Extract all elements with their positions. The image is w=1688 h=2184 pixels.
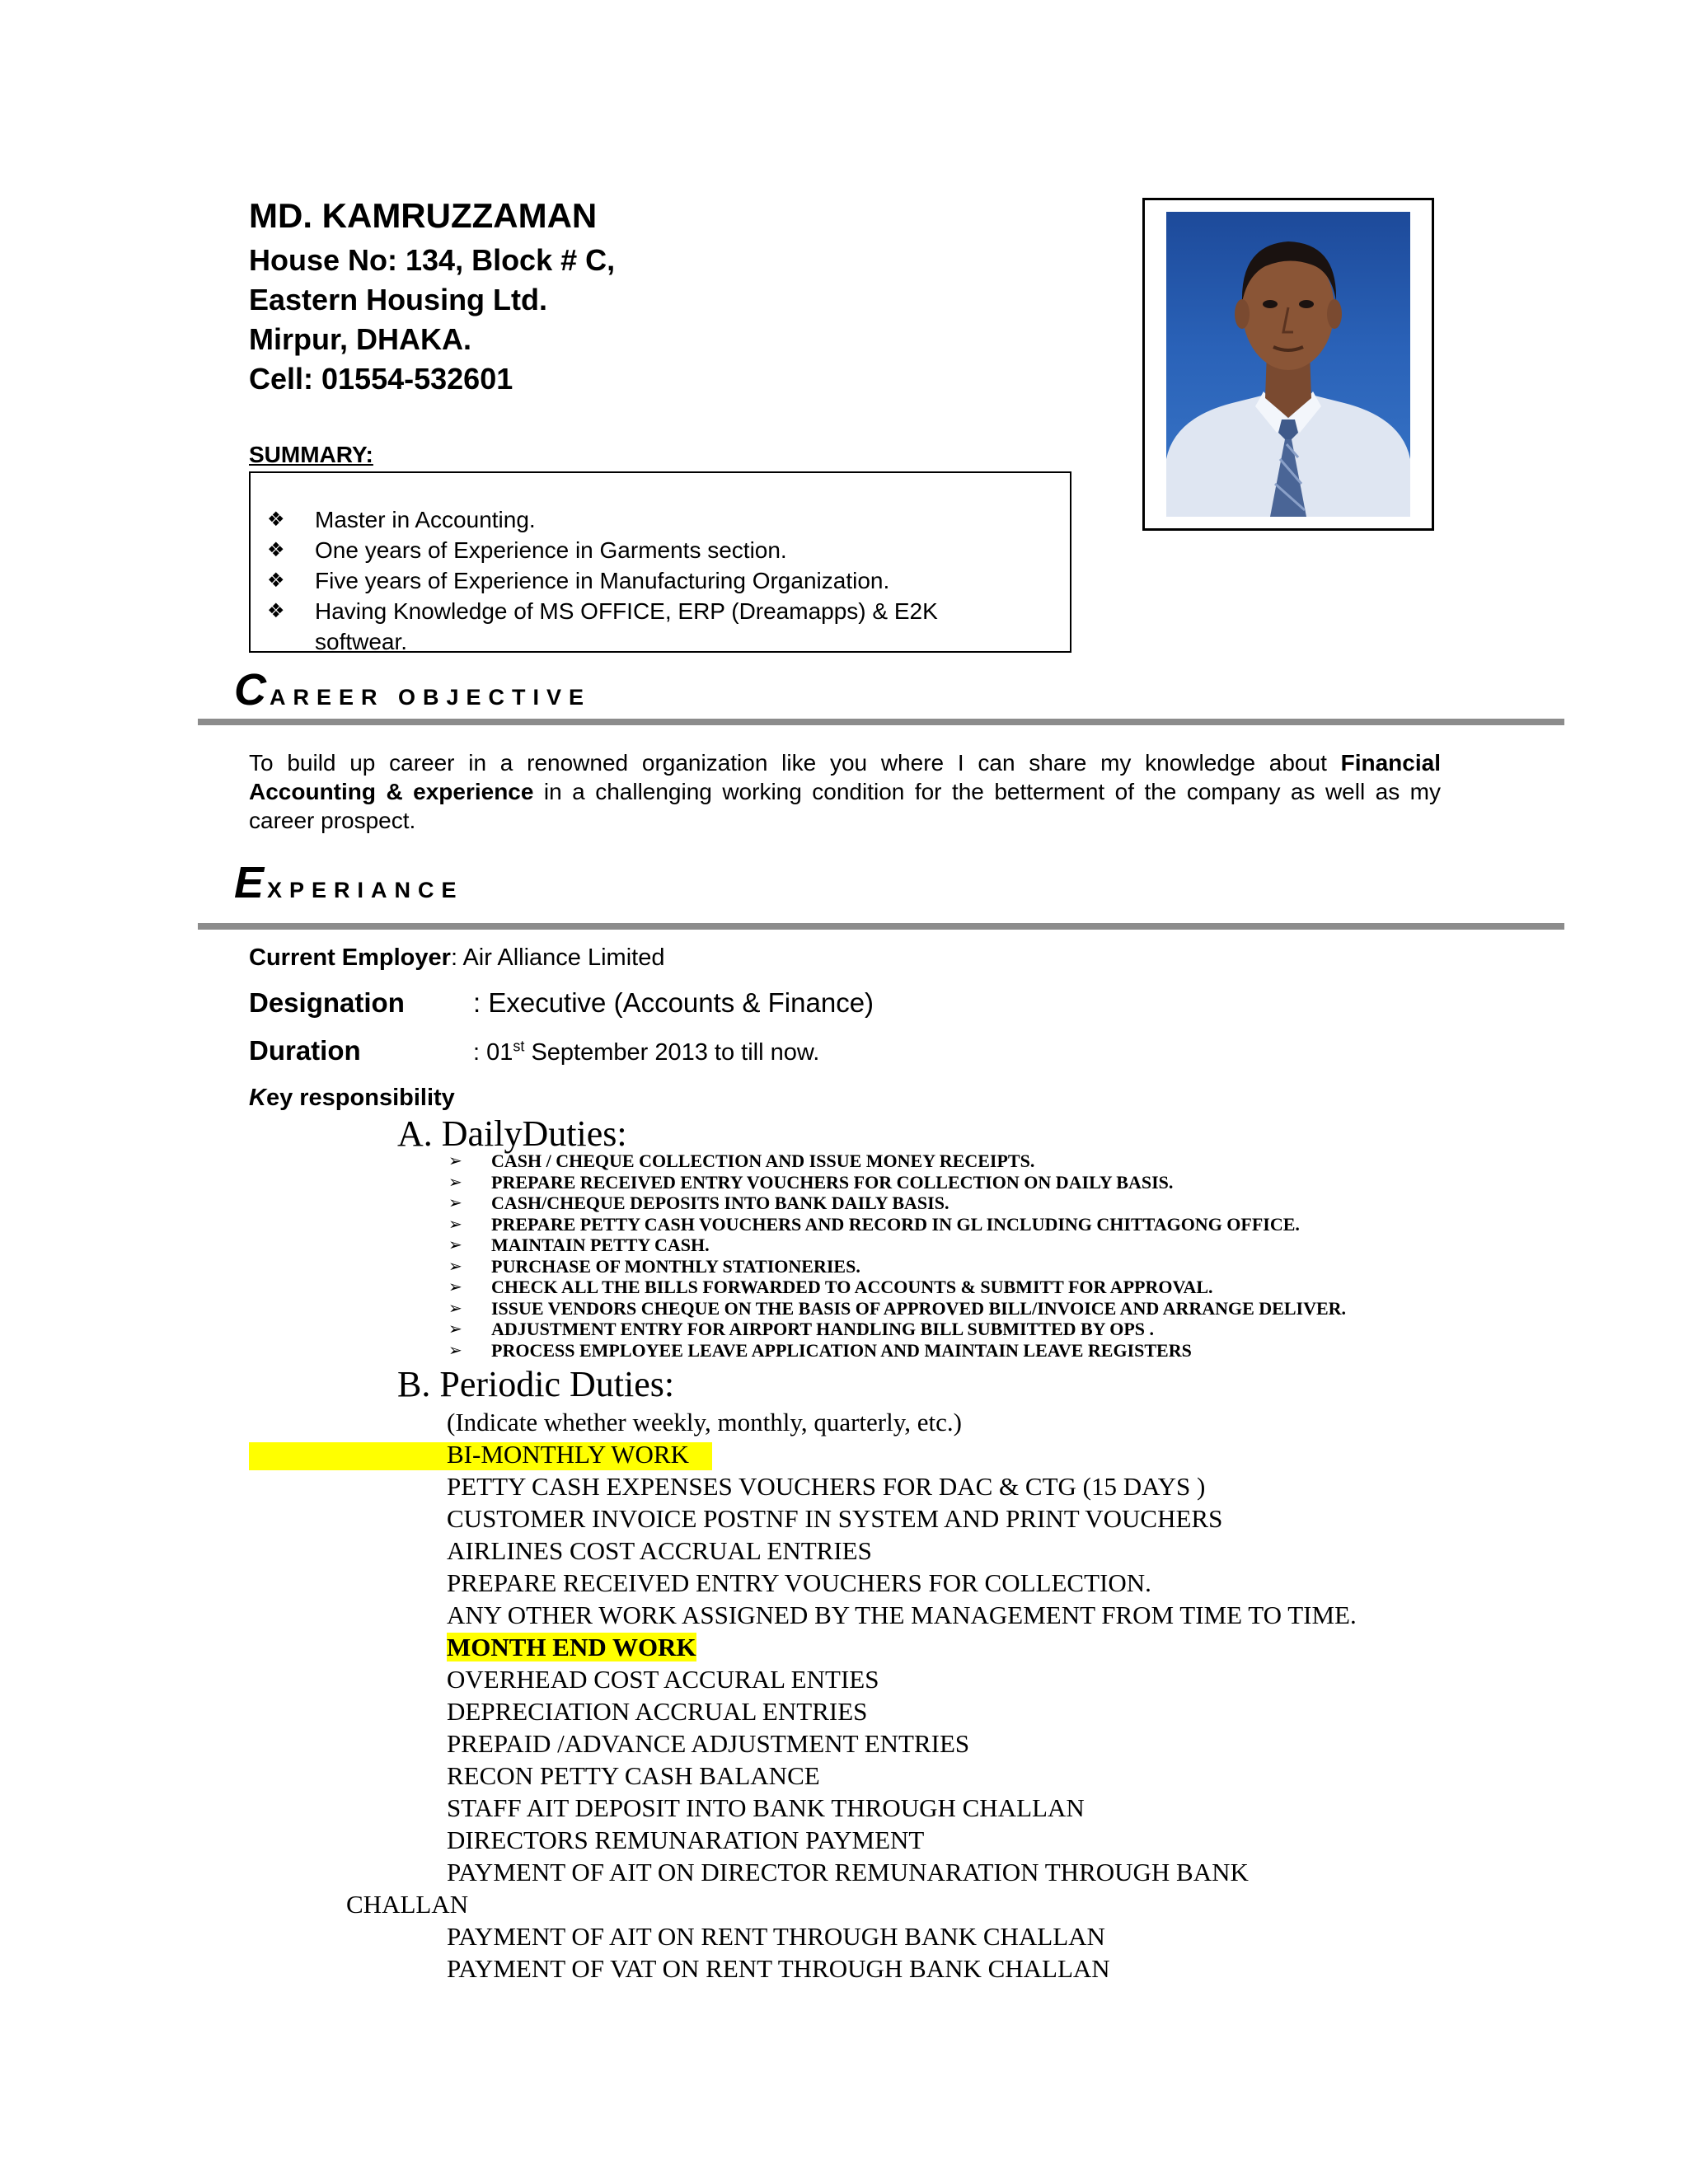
periodic-item: ANY OTHER WORK ASSIGNED BY THE MANAGEMENT FROM TIME TO TIME. [447,1601,1357,1629]
career-objective-heading: CAREER OBJECTIVE [234,665,592,715]
periodic-duties-title: B. Periodic Duties: [397,1364,675,1404]
periodic-item: OVERHEAD COST ACCURAL ENTIES [447,1665,879,1694]
periodic-item: PETTY CASH EXPENSES VOUCHERS FOR DAC & CTG (15 DAYS ) [447,1472,1206,1501]
daily-duty-item: ➢ PREPARE PETTY CASH VOUCHERS AND RECORD IN GL INCLUDING CHITTAGONG OFFICE. [448,1213,1300,1235]
summary-box [249,471,1071,653]
periodic-item: AIRLINES COST ACCRUAL ENTRIES [447,1536,872,1565]
summary-item: ❖ Having Knowledge of MS OFFICE, ERP (Dreamapps) & E2K softwear. [267,596,999,657]
daily-duty-item: ➢ MAINTAIN PETTY CASH. [448,1235,710,1255]
section-divider [198,719,1564,725]
arrowhead-bullet-icon: ➢ [448,1193,462,1212]
periodic-item: PAYMENT OF VAT ON RENT THROUGH BANK CHALLAN [447,1954,1110,1983]
designation-row: Designation : Executive (Accounts & Finance) [249,987,874,1018]
daily-duty-item: ➢ PURCHASE OF MONTHLY STATIONERIES. [448,1255,860,1277]
periodic-item: PAYMENT OF AIT ON DIRECTOR REMUNARATION THROUGH BANK [447,1858,1249,1886]
periodic-item: DIRECTORS REMUNARATION PAYMENT [447,1825,925,1854]
arrowhead-bullet-icon: ➢ [448,1319,462,1338]
address-line: Eastern Housing Ltd. [249,283,548,316]
diamond-bullet-icon: ❖ [267,508,285,531]
portrait-image [1166,212,1410,517]
diamond-bullet-icon: ❖ [267,538,285,561]
profile-photo [1166,212,1410,517]
arrowhead-bullet-icon: ➢ [448,1151,462,1170]
experience-heading: EXPERIANCE [234,858,464,907]
arrowhead-bullet-icon: ➢ [448,1339,462,1360]
section-divider [198,923,1564,930]
duration-row: Duration : 01st September 2013 to till now. [249,1035,820,1066]
arrowhead-bullet-icon: ➢ [448,1171,462,1192]
phone-line: Cell: 01554-532601 [249,362,513,396]
periodic-item-wrap: CHALLAN [346,1890,469,1919]
arrowhead-bullet-icon: ➢ [448,1235,462,1254]
monthend-heading: MONTH END WORK [447,1633,696,1661]
daily-duties-title: A. DailyDuties: [397,1113,627,1154]
arrowhead-bullet-icon: ➢ [448,1213,462,1234]
summary-item: ❖ Five years of Experience in Manufacturing Organization. [267,565,1040,596]
daily-duty-item: ➢ CASH / CHEQUE COLLECTION AND ISSUE MONEY RECEIPTS. [448,1151,1035,1171]
periodic-item: PREPARE RECEIVED ENTRY VOUCHERS FOR COLLECTION. [447,1568,1151,1597]
summary-list [267,504,1040,657]
periodic-item: PAYMENT OF AIT ON RENT THROUGH BANK CHALLAN [447,1922,1105,1951]
daily-duty-item: ➢ PREPARE RECEIVED ENTRY VOUCHERS FOR COLLECTION ON DAILY BASIS. [448,1171,1174,1193]
periodic-item: PREPAID /ADVANCE ADJUSTMENT ENTRIES [447,1729,970,1758]
daily-duties-list [448,1151,1346,1361]
summary-item: ❖ Master in Accounting. [267,504,1040,535]
daily-duty-item: ➢ ADJUSTMENT ENTRY FOR AIRPORT HANDLING BILL SUBMITTED BY OPS . [448,1319,1155,1339]
summary-title: SUMMARY: [249,442,373,467]
diamond-bullet-icon: ❖ [267,599,285,622]
summary-item: ❖ One years of Experience in Garments section. [267,535,1040,565]
daily-duty-item: ➢ ISSUE VENDORS CHEQUE ON THE BASIS OF APPROVED BILL/INVOICE AND ARRANGE DELIVER. [448,1297,1347,1319]
diamond-bullet-icon: ❖ [267,569,285,592]
periodic-item: CUSTOMER INVOICE POSTNF IN SYSTEM AND PRINT VOUCHERS [447,1504,1223,1533]
periodic-note: (Indicate whether weekly, monthly, quarterly, etc.) [447,1408,962,1436]
profile-photo-frame [1142,198,1434,531]
arrowhead-bullet-icon: ➢ [448,1277,462,1296]
key-responsibility-label: Key responsibility [249,1085,455,1111]
arrowhead-bullet-icon: ➢ [448,1297,462,1318]
address-line: Mirpur, DHAKA. [249,322,471,356]
address-line: House No: 134, Block # C, [249,243,616,277]
daily-duty-item: ➢ CASH/CHEQUE DEPOSITS INTO BANK DAILY BASIS. [448,1193,950,1213]
bimonthly-heading: BI-MONTHLY WORK [447,1440,689,1469]
candidate-name: MD. KAMRUZZAMAN [249,196,598,235]
arrowhead-bullet-icon: ➢ [448,1255,462,1276]
career-objective-text: To build up career in a renowned organization like you where I can share my knowledge about Financial Accounting & experience in a challenging working condition for the betterment of the company as well as my career prospect. [249,750,1441,833]
daily-duty-item: ➢ PROCESS EMPLOYEE LEAVE APPLICATION AND MAINTAIN LEAVE REGISTERS [448,1339,1192,1361]
daily-duty-item: ➢ CHECK ALL THE BILLS FORWARDED TO ACCOUNTS & SUBMITT FOR APPROVAL. [448,1277,1213,1297]
periodic-item: RECON PETTY CASH BALANCE [447,1761,820,1790]
periodic-item: STAFF AIT DEPOSIT INTO BANK THROUGH CHALLAN [447,1793,1085,1822]
current-employer-row: Current Employer: Air Alliance Limited [249,944,665,971]
periodic-item: DEPRECIATION ACCRUAL ENTRIES [447,1697,868,1726]
